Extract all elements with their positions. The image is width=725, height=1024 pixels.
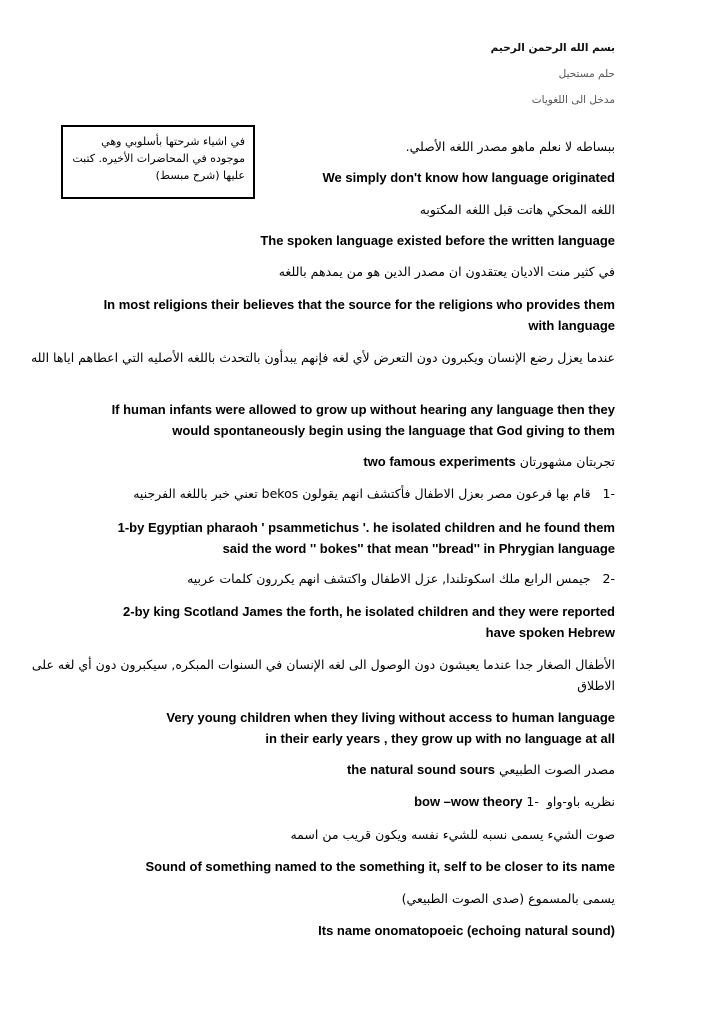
natural-sound-heading-arabic: مصدر الصوت الطبيعي — [499, 762, 615, 777]
paragraph-12-arabic: يسمى بالمسموع (صدى الصوت الطبيعي) — [401, 891, 615, 906]
experiments-heading-english: two famous experiments — [363, 454, 516, 469]
note-box — [61, 125, 255, 199]
author-name: حلم مستحيل — [558, 68, 615, 80]
paragraph-2-arabic: اللغه المحكي هاتت قبل اللغه المكتوبه — [419, 202, 615, 217]
paragraph-4-english: If human infants were allowed to grow up without hearing any language then they would spontaneously begin using the language that God giving to them — [111, 402, 615, 438]
experiment-2-english: 2-by king Scotland James the forth, he isolated children and they were reported have spoken Hebrew — [123, 604, 615, 640]
experiment-1-number: -1 — [602, 486, 615, 501]
paragraph-12-english: Its name onomatopoeic (echoing natural sound) — [318, 923, 615, 938]
theory-heading-arabic-text: نظريه باو-واو — [546, 794, 615, 809]
basmala-header: بسم الله الرحمن الرحيم — [490, 42, 615, 54]
theory-heading-arabic — [526, 794, 615, 809]
experiment-1-text: قام بها فرعون مصر بعزل الاطفال فأكتشف انهم يقولون — [302, 486, 591, 501]
paragraph-11-english: Sound of something named to the something it, self to be closer to its name — [145, 859, 615, 874]
experiment-2-arabic — [187, 569, 615, 589]
experiment-2-text: جيمس الرابع ملك اسكوتلندا, عزل الاطفال واكتشف انهم يكررون كلمات عربيه — [187, 571, 591, 586]
experiments-heading-arabic: تجربتان مشهورتان — [519, 454, 615, 469]
experiment-1-meaning: تعني خبر باللغه الفرجنيه — [133, 486, 258, 501]
experiment-1-arabic — [133, 484, 615, 504]
paragraph-3-arabic: في كثير منت الاديان يعتقدون ان مصدر الدين هو من يمدهم باللغه — [278, 264, 615, 279]
experiments-heading — [363, 452, 615, 472]
natural-sound-heading — [347, 760, 615, 780]
paragraph-1-arabic: ببساطه لا نعلم ماهو مصدر اللغه الأصلي. — [405, 139, 615, 154]
paragraph-3-english: In most religions their believes that the source for the religions who provides them with language — [103, 297, 615, 333]
experiment-1-word: bekos — [261, 486, 299, 501]
experiment-1-english: 1-by Egyptian pharaoh ' psammetichus '. he isolated children and he found them said the word '' bokes'' that mean ''bread'' in Phrygian language — [117, 520, 615, 556]
paragraph-11-arabic: صوت الشيء يسمى نسبه للشيء نفسه ويكون قريب من اسمه — [290, 827, 615, 842]
theory-heading-english: bow –wow theory — [414, 794, 523, 809]
paragraph-8-arabic: الأطفال الصغار جدا عندما يعيشون دون الوصول الى لغه الإنسان في السنوات المبكره, سيكبرون دون أي لغه على الاطلاق — [31, 657, 615, 693]
note-box-text: في اشياء شرحتها بأسلوبي وهي موجوده في المحاضرات الأخيره. كتبت عليها (شرح مبسط) — [72, 135, 245, 182]
paragraph-1-english: We simply don't know how language originated — [322, 170, 615, 185]
theory-heading — [414, 792, 615, 812]
paragraph-4-arabic: عندما يعزل رضع الإنسان ويكبرون دون التعرض لأي لغه فإنهم يبدأون بالتحدث باللغه الأصليه التي اعطاهم اياها الله — [30, 350, 615, 365]
paragraph-8-english: Very young children when they living without access to human language in their early years , they grow up with no language at all — [166, 710, 615, 746]
natural-sound-heading-english: the natural sound sours — [346, 762, 496, 777]
course-subject: مدخل الى اللغويات — [531, 94, 615, 106]
paragraph-2-english: The spoken language existed before the written language — [260, 233, 615, 248]
experiment-2-number: -2 — [602, 571, 615, 586]
theory-heading-number: -1 — [526, 794, 539, 809]
